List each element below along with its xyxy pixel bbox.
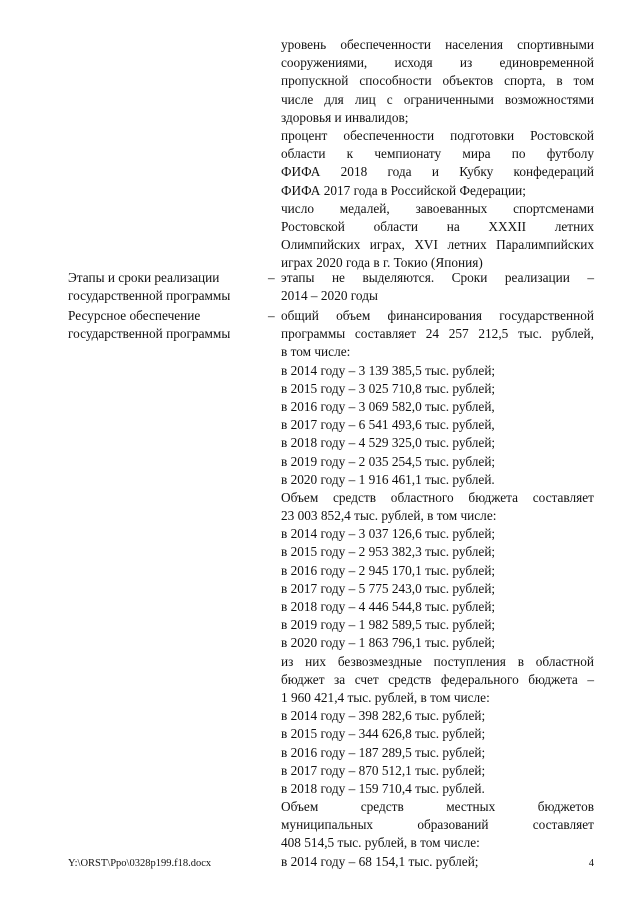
- text-line: этапы не выделяются. Сроки реализации –: [281, 270, 594, 285]
- stages-label: Этапы и сроки реализации государственной программы: [68, 270, 231, 304]
- text-line: общий объем финансирования государственной: [281, 308, 594, 323]
- text-line: муниципальных образований составляет: [281, 817, 594, 833]
- resources-dash: –: [268, 308, 275, 323]
- text-line: в 2015 году – 3 025 710,8 тыс. рублей;: [281, 380, 496, 396]
- text-line: в 2020 году – 1 863 796,1 тыс. рублей;: [281, 635, 496, 651]
- text-line: в 2016 году – 2 945 170,1 тыс. рублей;: [281, 562, 496, 578]
- text-line: Объем средств областного бюджета составляет: [281, 489, 594, 505]
- text-line: играх 2020 года в г. Токио (Япония): [281, 255, 483, 271]
- text-line: в 2015 году – 2 953 382,3 тыс. рублей;: [281, 544, 496, 560]
- text-line: бюджет за счет средств федерального бюджета –: [281, 671, 594, 687]
- text-line: пропускной способности объектов спорта, в том: [281, 73, 594, 89]
- text-line: Ростовской области на XXXII летних: [281, 218, 594, 234]
- text-line: в 2014 году – 68 154,1 тыс. рублей;: [281, 853, 479, 869]
- text-line: в 2016 году – 3 069 582,0 тыс. рублей,: [281, 398, 495, 414]
- text-line: 1 960 421,4 тыс. рублей, в том числе:: [281, 689, 490, 705]
- text-line: ФИФА 2018 года и Кубку конфедераций: [281, 164, 594, 180]
- text-line: процент обеспеченности подготовки Ростовской: [281, 127, 594, 143]
- text-line: в 2018 году – 159 710,4 тыс. рублей.: [281, 780, 485, 796]
- text-line: 2014 – 2020 годы: [281, 288, 378, 304]
- text-line: 23 003 852,4 тыс. рублей, в том числе:: [281, 508, 497, 524]
- text-line: 408 514,5 тыс. рублей, в том числе:: [281, 835, 480, 851]
- indicators-text: [281, 36, 594, 272]
- text-line: области к чемпионату мира по футболу: [281, 146, 594, 162]
- text-line: в 2014 году – 3 139 385,5 тыс. рублей;: [281, 362, 496, 378]
- text-line: в 2014 году – 3 037 126,6 тыс. рублей;: [281, 526, 496, 542]
- resources-text: [281, 307, 594, 871]
- text-line: в 2017 году – 5 775 243,0 тыс. рублей;: [281, 580, 496, 596]
- text-line: в 2017 году – 870 512,1 тыс. рублей;: [281, 762, 486, 778]
- text-line: здоровья и инвалидов;: [281, 109, 409, 125]
- text-line: в 2019 году – 2 035 254,5 тыс. рублей;: [281, 453, 496, 469]
- text-line: Объем средств местных бюджетов: [281, 799, 594, 815]
- text-line: в 2018 году – 4 446 544,8 тыс. рублей;: [281, 599, 496, 614]
- text-line: сооружениями, исходя из единовременной: [281, 55, 594, 71]
- text-line: в 2017 году – 6 541 493,6 тыс. рублей,: [281, 417, 495, 433]
- text-line: программы составляет 24 257 212,5 тыс. рублей,: [281, 326, 594, 342]
- text-line: в 2014 году – 398 282,6 тыс. рублей;: [281, 708, 486, 724]
- text-line: в 2016 году – 187 289,5 тыс. рублей;: [281, 744, 486, 760]
- text-line: из них безвозмездные поступления в областной: [281, 653, 594, 669]
- text-line: ФИФА 2017 года в Российской Федерации;: [281, 182, 526, 198]
- text-line: в 2020 году – 1 916 461,1 тыс. рублей.: [281, 471, 495, 487]
- footer-file-path: Y:\ORST\Ppo\0328p199.f18.docx: [68, 858, 212, 869]
- footer-page-number: 4: [588, 858, 594, 869]
- text-line: число медалей, завоеванных спортсменами: [281, 200, 594, 216]
- text-line: уровень обеспеченности населения спортивными: [281, 37, 594, 52]
- resources-label: Ресурсное обеспечение государственной программы: [68, 308, 231, 342]
- text-line: в 2019 году – 1 982 589,5 тыс. рублей;: [281, 617, 496, 633]
- text-line: в 2015 году – 344 626,8 тыс. рублей;: [281, 726, 486, 742]
- text-line: в том числе:: [281, 344, 351, 360]
- text-line: в 2018 году – 4 529 325,0 тыс. рублей;: [281, 435, 496, 451]
- stages-dash: –: [268, 270, 275, 285]
- text-line: числе для лиц с ограниченными возможностями: [281, 91, 594, 107]
- stages-text: [281, 269, 594, 305]
- text-line: Олимпийских играх, XVI летних Паралимпийских: [281, 237, 594, 253]
